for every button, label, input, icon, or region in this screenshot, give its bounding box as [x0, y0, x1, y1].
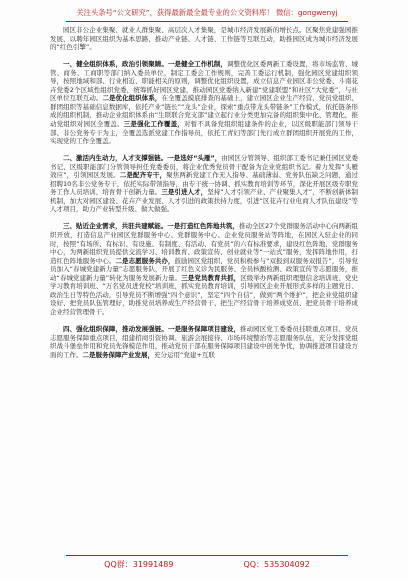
body-text: 由园区分管领导、组织部工委书记兼任园区党委书记、区级职能部门分管领导担任党委委员，将企业优秀党员骨干配备为企业党组织书记。着力发挥“头雁效应”，引领园区发展。 [50, 154, 359, 180]
paragraph [50, 26, 358, 52]
bold-heading-text: 二是配齐专干， [119, 171, 167, 180]
body-text: 园区非公企业集聚、就业人群集聚、高层次人才集聚，是城市经济发展新的增长点。区聚焦党建强园推发展，以聘年园区组织为基本思路，推动产业链、人才链、工作链等互联互动，助推园区成为城市经济发展的“红色引擎”。 [50, 26, 358, 52]
bold-heading-text: 三是引进人才， [161, 188, 208, 197]
bold-heading-text: 三是党员教育共抓， [181, 273, 241, 282]
article-body [50, 26, 358, 359]
body-text: 鼓励园区党组织、党员积极参与“双报到双服务双报告”，引导党员加入“春城党建新力量”志愿服务队，开展了红色义诊为民服务、全员核酸检测、政策宣传等志愿服务，推动“春城党建新力量”转化为服务发展新力量。 [50, 256, 358, 282]
paragraph [50, 325, 358, 359]
bold-heading-text: 二是优化组织体系， [102, 94, 162, 103]
body-text: 区级举办两新组织理想信念培训班、党史学习教育培训班、“万名党员进党校”培训班，抓实党员教育培训，引导园区企业开展形式多样的主题党日、政治生日等特色活动，引导党员不断增强“四个意识”，坚定“四个自信”，做到“两个维护”，把企业党组织建设好、把党员队伍管理好，助推党员培养成生产经营骨干、把生产经营骨干培养成党员、把党员骨干培养成企业经营管理骨干。 [50, 273, 359, 316]
body-text: 聚焦两新党建工作无人指导、基础薄弱、党务队伍缺乏问题，通过招聘10名非公党务专干，依托实际带领指导，由专干统一协调、抓实教育培训等环节，深化开展区级专职党务工作人员培训，培育骨干创新力量。 [50, 171, 359, 197]
bold-heading-text: 一是选好“头雁”， [167, 154, 222, 163]
body-text: 充分运用“党建+互联 [154, 350, 215, 359]
bold-heading-text: 一是打造红色阵地共筑， [167, 222, 239, 231]
header-banner: 关注头条号“公文研究”，获得最新最全最专业的公文资料库！ 微信：gongwenyj [76, 8, 338, 17]
bold-heading-text: 三是强化工作覆盖， [123, 119, 185, 128]
header-divider [66, 21, 348, 22]
footer [66, 558, 348, 572]
paragraph [50, 154, 358, 214]
bold-heading-text: 二、激活内生动力，人才支撑强链。 [63, 154, 168, 163]
bold-heading-text: 一、健全组织体系，政治引领聚睛。 [63, 60, 168, 69]
bold-heading-text: 一是健全工作机制， [167, 60, 227, 69]
body-text: 在全覆盖摸底排查的基础上，建立园区企业生产经营、党员党组织、群团组织等基础信息数据库，依托产业“链长”“龙头”企业，探索“重点带龙头带链条”工作模式，依托链条形成的组织机制，推动企业组织体系由“生联联合党支部”建立起行业分类更加完备的组织集中化、管理化，推动党组织对园区全覆盖。 [50, 94, 359, 128]
footer-qq-number: QQ：535304092 [243, 560, 310, 569]
paragraph [50, 222, 358, 316]
bold-heading-text: 一是服务保障项目建设， [167, 324, 241, 333]
body-text: 坚持“人才引领产业、产业聚集人才”，不断创新体制机制，加大对园区建设、花卉产业发展、人才引进的政策扶持力度，引进“区花卉行业电商人才队伍建设”等人才项目，助力产业转型升级、做大做强。 [50, 188, 359, 214]
body-text: 推动全区27个党群服务活动中心向两新组织开放，打造信息产业园区党群服务中心、党群服务中心、企业党员服务站等阵地，在园区入驻企业的同时，按照“有场所、有标识、有设施、有制度、有活动、有党员”的六有标准要求，建设红色阵地、党群服务中心，为两新组织党员提供交流学习、培训教育、政策宣传、创业就业等“一站式”服务，发挥阵地作用，打造红色阵地服务中心。 [50, 222, 359, 265]
bold-heading-text: 三、贴近企业需求，共驻共建赋能。 [63, 222, 168, 231]
body-text: 调整优化区委两新工委设置，将市场监管、城管、商务、工商职等部门纳入委员单位，制定工委会工作规则，完善工委运行机制，强化园区党建组织领导，按照地域和部、行业相近、职能相关的原则，调整优化组织设置，成立信息产业园区非公党委、斗南花卉党委2个区域性组织党委，统筹抓好园区党建，推动园区党委纳入新建“党建联盟”和社区“大党委”，与社区单位互联互动。 [50, 60, 359, 103]
body-text: 推动园区党工委委员挂联重点项目、党员志愿服务保障重点项目，组建招商引资协调、旅游会展接待、市场环境整治等志愿服务队伍，充分发挥党组织战斗堡垒作用和党员先锋模范作用，推动党员干部在服务保障项目建设中创先争优，协调推进项目建设方面的工作。 [50, 324, 359, 359]
bold-heading-text: 四、强化组织保障，推动发展强链。 [63, 324, 168, 333]
bold-heading-text: 二是志愿服务共办， [115, 256, 175, 265]
footer-divider [66, 555, 348, 556]
body-text: 对暂不具备党组织组建条件的企业，以区级职能部门领导干部、非公党务专干为主，全覆盖选派党建工作指导员，依托工青妇等部门先行成立群团组织开展党的工作，实现党的工作全覆盖。 [50, 119, 359, 146]
paragraph [50, 60, 358, 145]
bold-heading-text: 二是服务保障产业发展， [82, 350, 154, 359]
footer-qq-group: QQ群：31991489 [104, 560, 174, 569]
